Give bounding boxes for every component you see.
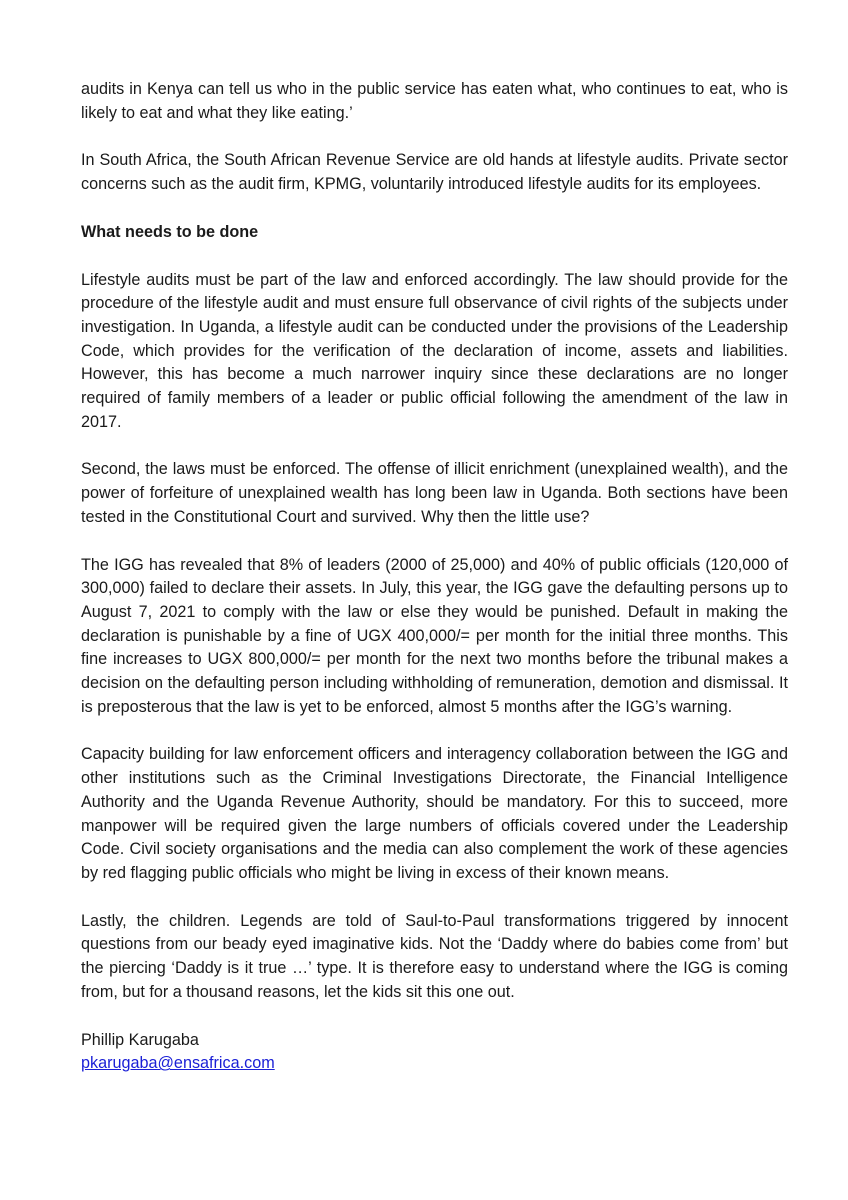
paragraph-lifestyle-audits-law: Lifestyle audits must be part of the law and enforced accordingly. The law should provide for the procedure of the lifestyle audit and must ensure full observance of civil rights of the subjects under investigation. In Uganda, a lifestyle audit can be conducted under the provisions of the Leadership Code, which provides for the verification of the declaration of income, assets and liabilities. However, this has become a much narrower inquiry since these declarations are no longer required of family members of a leader or public official following the amendment of the law in 2017. bbox=[81, 270, 788, 431]
section-heading: What needs to be done bbox=[81, 222, 259, 241]
signature-block bbox=[81, 1029, 788, 1076]
paragraph-south-africa: In South Africa, the South African Revenue Service are old hands at lifestyle audits. Private sector concerns such as the audit firm, KPMG, voluntarily introduced lifestyle audits for its employees. bbox=[81, 151, 788, 194]
author-name: Phillip Karugaba bbox=[81, 1030, 199, 1049]
paragraph-capacity-building: Capacity building for law enforcement officers and interagency collaboration between the IGG and other institutions such as the Criminal Investigations Directorate, the Financial Intelligence Authority and the Uganda Revenue Authority, should be mandatory. For this to succeed, more manpower will be required given the large numbers of officials covered under the Leadership Code. Civil society organisations and the media can also complement the work of these agencies by red flagging public officials who might be living in excess of their known means. bbox=[81, 745, 788, 882]
paragraph-kenya-audits: audits in Kenya can tell us who in the public service has eaten what, who continues to eat, who is likely to eat and what they like eating.’ bbox=[81, 80, 788, 122]
author-email-link[interactable]: pkarugaba@ensafrica.com bbox=[81, 1054, 275, 1073]
paragraph-laws-enforced: Second, the laws must be enforced. The offense of illicit enrichment (unexplained wealth), and the power of forfeiture of unexplained wealth has long been law in Uganda. Both sections have been tested in the Constitutional Court and survived. Why then the little use? bbox=[81, 460, 788, 526]
paragraph-igg-revealed: The IGG has revealed that 8% of leaders (2000 of 25,000) and 40% of public officials (120,000 of 300,000) failed to declare their assets. In July, this year, the IGG gave the defaulting persons up to August 7, 2021 to comply with the law or else they would be punished. Default in making the declaration is punishable by a fine of UGX 400,000/= per month for the initial three months. This fine increases to UGX 800,000/= per month for the next two months before the tribunal makes a decision on the defaulting person including withholding of remuneration, demotion and dismissal. It is preposterous that the law is yet to be enforced, almost 5 months after the IGG’s warning. bbox=[81, 555, 788, 716]
document-page bbox=[81, 78, 788, 1076]
paragraph-children: Lastly, the children. Legends are told of Saul-to-Paul transformations triggered by innocent questions from our beady eyed imaginative kids. Not the ‘Daddy where do babies come from’ but the piercing ‘Daddy is it true …’ type. It is therefore easy to understand where the IGG is coming from, but for a thousand reasons, let the kids sit this one out. bbox=[81, 911, 788, 1001]
